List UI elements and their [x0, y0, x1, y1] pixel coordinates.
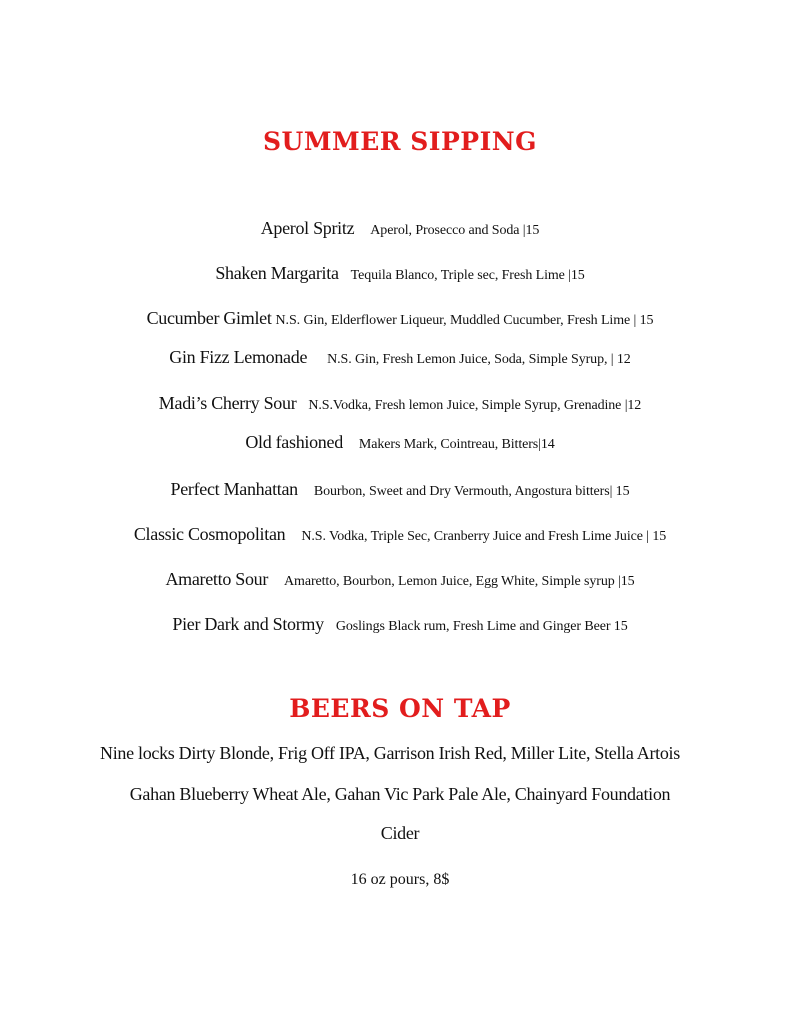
cocktail-name: Gin Fizz Lemonade — [169, 347, 308, 367]
cocktail-name: Cucumber Gimlet — [146, 308, 272, 328]
cocktail-item — [0, 391, 800, 418]
cocktail-item — [0, 216, 800, 243]
cocktail-description: Aperol, Prosecco and Soda |15 — [370, 223, 540, 238]
cocktail-item — [0, 345, 800, 372]
cocktail-description: Makers Mark, Cointreau, Bitters|14 — [358, 437, 555, 452]
cocktail-description: N.S. Gin, Fresh Lemon Juice, Soda, Simple Syrup, | 12 — [327, 352, 631, 367]
cocktail-name: Shaken Margarita — [215, 263, 339, 283]
cocktail-name: Pier Dark and Stormy — [172, 614, 324, 634]
cocktail-item — [0, 567, 800, 594]
cocktail-description: Amaretto, Bourbon, Lemon Juice, Egg White, Simple syrup |15 — [284, 574, 635, 589]
cocktail-item — [0, 430, 800, 457]
summer-sipping-heading: SUMMER SIPPING — [263, 127, 537, 156]
beer-list-line: Nine locks Dirty Blonde, Frig Off IPA, Garrison Irish Red, Miller Lite, Stella Artois — [100, 743, 680, 763]
cocktail-item — [0, 306, 800, 333]
cocktail-description: Bourbon, Sweet and Dry Vermouth, Angostura bitters| 15 — [313, 484, 630, 499]
cocktail-description: N.S. Vodka, Triple Sec, Cranberry Juice and Fresh Lime Juice | 15 — [301, 529, 667, 544]
cocktail-name: Aperol Spritz — [260, 218, 355, 238]
cocktail-name: Perfect Manhattan — [170, 479, 298, 499]
cocktail-description: N.S. Gin, Elderflower Liqueur, Muddled Cucumber, Fresh Lime | 15 — [275, 313, 654, 328]
cocktail-item — [0, 261, 800, 288]
beers-on-tap-heading: BEERS ON TAP — [289, 694, 511, 723]
cocktail-description: N.S.Vodka, Fresh lemon Juice, Simple Syrup, Grenadine |12 — [308, 398, 642, 413]
cocktail-item — [0, 612, 800, 639]
beer-list-line: Cider — [380, 823, 420, 843]
cocktail-item — [0, 477, 800, 504]
cocktail-item — [0, 522, 800, 549]
cocktail-description: Goslings Black rum, Fresh Lime and Ginger Beer 15 — [335, 619, 628, 634]
cocktail-description: Tequila Blanco, Triple sec, Fresh Lime |15 — [350, 268, 585, 283]
cocktail-name: Classic Cosmopolitan — [133, 524, 286, 544]
cocktail-name: Amaretto Sour — [165, 569, 269, 589]
pour-size-price: 16 oz pours, 8$ — [350, 871, 450, 888]
cocktail-name: Old fashioned — [245, 432, 343, 452]
cocktail-name: Madi’s Cherry Sour — [158, 393, 297, 413]
beer-list-line: Gahan Blueberry Wheat Ale, Gahan Vic Park Pale Ale, Chainyard Foundation — [129, 784, 671, 804]
